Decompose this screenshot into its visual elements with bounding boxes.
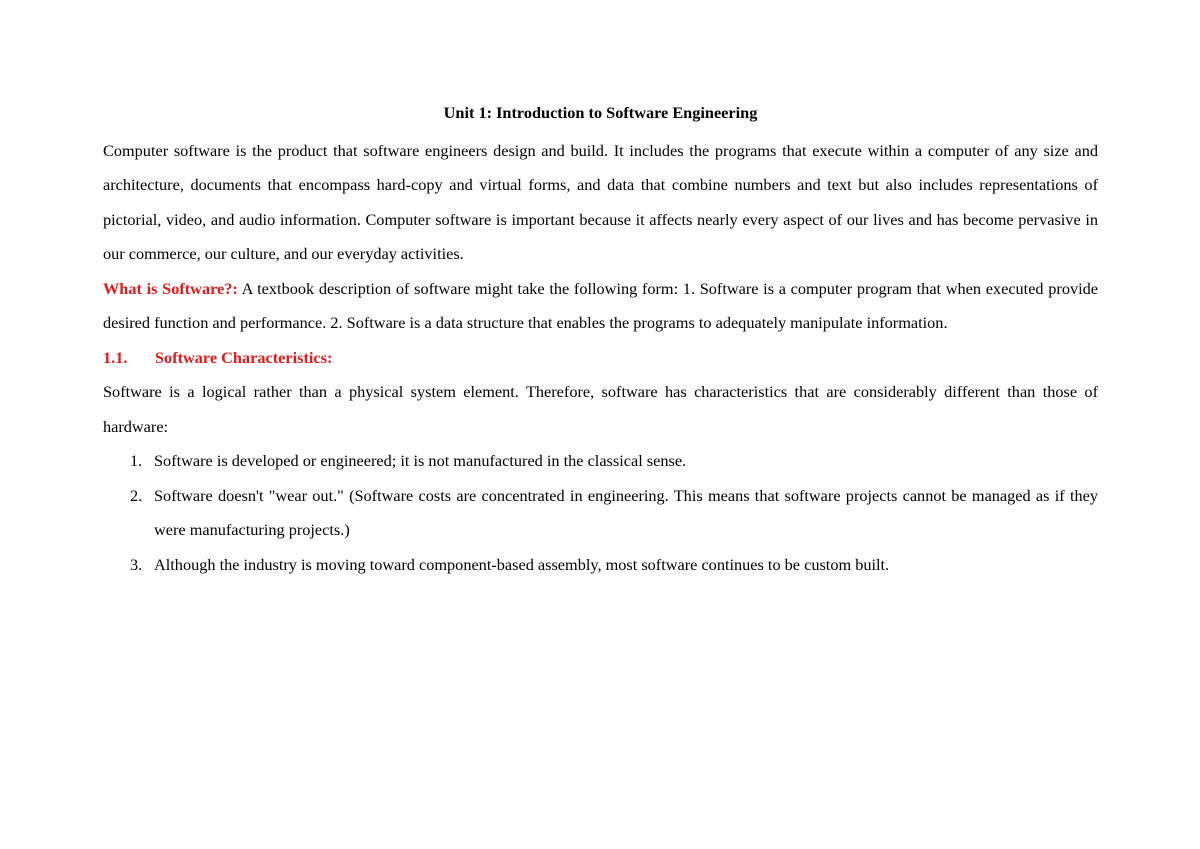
- list-item: [103, 444, 1098, 479]
- section-heading-text: Software Characteristics:: [155, 347, 333, 367]
- list-item-number: 3.: [130, 554, 143, 574]
- list-item-text: Software doesn't "wear out." (Software costs are concentrated in engineering. This means that software projects cannot be managed as if they were manufacturing projects.): [154, 485, 1098, 539]
- intro-paragraph: Computer software is the product that software engineers design and build. It includes the programs that execute within a computer of any size and architecture, documents that encompass hard-copy and virtual forms, and data that combine numbers and text but also includes representations of pictorial, video, and audio information. Computer software is important because it affects nearly every aspect of our lives and has become pervasive in our commerce, our culture, and our everyday activities.: [103, 140, 1098, 263]
- characteristics-list: [103, 444, 1098, 582]
- what-is-software-text: A textbook description of software might take the following form: 1. Software is a computer program that when executed provide desired function and performance. 2. Software is a data structure that enables the programs to adequately manipulate information.: [103, 278, 1099, 332]
- list-item: [103, 548, 1098, 583]
- list-item-number: 2.: [130, 485, 143, 505]
- list-item-text: Although the industry is moving toward component-based assembly, most software continues to be custom built.: [154, 554, 890, 574]
- list-item-text: Software is developed or engineered; it is not manufactured in the classical sense.: [154, 451, 687, 470]
- document-title: Unit 1: Introduction to Software Engineering: [443, 103, 758, 122]
- document-page: [103, 96, 1098, 582]
- what-is-software-paragraph: [103, 272, 1098, 341]
- what-is-software-label: What is Software?:: [103, 278, 238, 298]
- section-number: 1.1.: [103, 347, 128, 367]
- section-heading-1-1: [103, 341, 1098, 376]
- characteristics-intro-paragraph: Software is a logical rather than a physical system element. Therefore, software has characteristics that are considerably different than those of hardware:: [103, 382, 1098, 436]
- list-item-number: 1.: [130, 451, 143, 470]
- list-item: [103, 479, 1098, 548]
